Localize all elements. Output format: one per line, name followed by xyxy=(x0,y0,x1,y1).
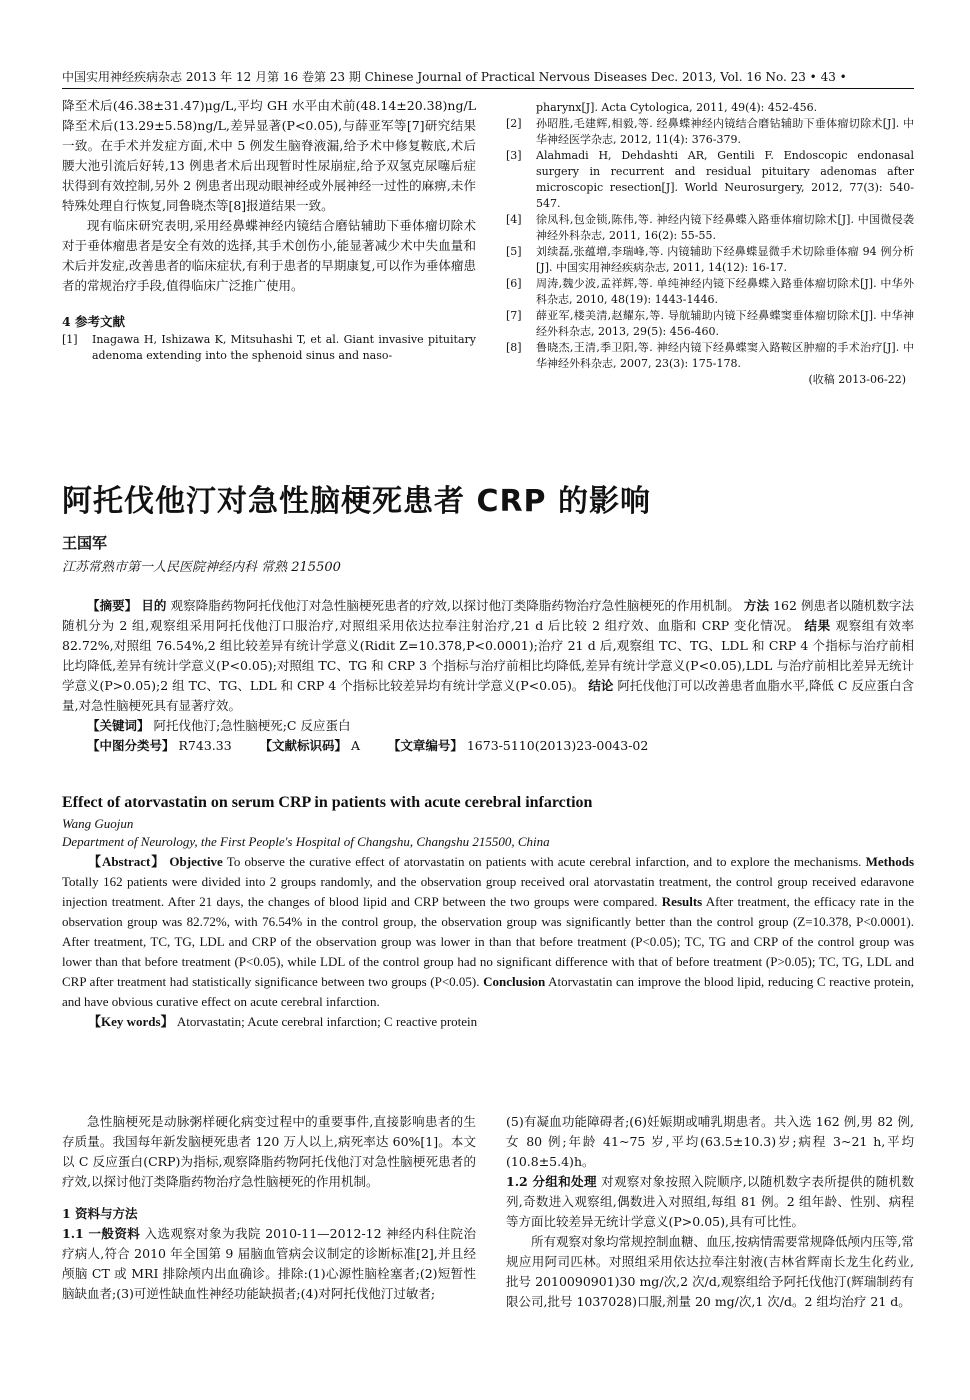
reference-item: [6] 周涛,魏少波,孟祥辉,等. 单纯神经内镜下经鼻蝶入路垂体瘤切除术[J]. 中华外科杂志, 2010, 48(19): 1443-1446. xyxy=(506,277,914,306)
chinese-abstract xyxy=(62,596,914,756)
article-author: 王国军 xyxy=(62,534,108,552)
prev-paragraph-1: 降至术后(46.38±31.47)μg/L,平均 GH 水平由术前(48.14±20.38)ng/L 降至术后(13.29±5.58)ng/L,差异显著(P<0.05),与薛亚军等[7]研究结果一致。在手术并发症方面,术中 5 例发生脑脊液漏,给予术中修复鞍底,术后腰大池引流后好转,13 例患者术后出现暂时性尿崩症,给予双氢克尿噻后症状得到有效控制,另外 2 例患者出现动眼神经或外展神经一过性的麻痹,未作特殊处理自行恢复,同鲁晓杰等[8]报道结果一致。 xyxy=(62,98,476,213)
english-title: Effect of atorvastatin on serum CRP in patients with acute cerebral infarction xyxy=(62,794,593,811)
section-1-2: 1.2 分组和处理 对观察对象按照入院顺序,以随机数字表所提供的随机数列,奇数进入观察组,偶数进入对照组,每组 81 例。2 组年龄、性别、病程等方面比较差异无统计学意义(P>0.05),具有可比性。 xyxy=(506,1174,914,1229)
abstract-en-text: 【Abstract】 Objective To observe the curative effect of atorvastatin on patients with acute cerebral infarction, and to explore the mechanisms. Methods Totally 162 patients were divided into 2 groups randomly, and the observation group received oral atorvastatin treatment, the control group received edaravone injection treatment. After 21 days, the changes of blood lipid and CRP between the two groups were compared. Results After treatment, the efficacy rate in the observation group was 82.72%, with 76.54% in the control group, the observation group was significantly better than the control group (Z=10.378, P<0.0001). After treatment, TC, TG, LDL and CRP of the observation group was lower in than that before treatment (P<0.05); TC, TG and CRP of the control group was lower than that before treatment (P<0.05), while LDL of the control group had no significant difference with that of before treatment (P>0.05); TC, TG, LDL and CRP after treatment had statistically significance between two groups (P<0.05). Conclusion Atorvastatin can improve the blood lipid, reducing C reactive protein, and have obvious curative effect on acute cerebral infarction. xyxy=(62,854,915,1009)
reference-item: [5] 刘续磊,张蕴增,李瑞峰,等. 内镜辅助下经鼻蝶显微手术切除垂体瘤 94 例分析[J]. 中国实用神经疾病杂志, 2011, 14(12): 16-17. xyxy=(506,245,914,274)
article-affiliation: 江苏常熟市第一人民医院神经内科 常熟 215500 xyxy=(62,560,341,575)
section-heading-1: 1 资料与方法 xyxy=(62,1206,138,1221)
reference-item: [1] Inagawa H, Ishizawa K, Mitsuhashi T, et al. Giant invasive pituitary adenoma extending into the sphenoid sinus and naso- xyxy=(62,333,476,362)
reference-item: [7] 薛亚军,楼美清,赵耀东,等. 导航辅助内镜下经鼻蝶窦垂体瘤切除术[J]. 中华神经外科杂志, 2013, 29(5): 456-460. xyxy=(506,309,914,338)
prev-paragraph-2: 现有临床研究表明,采用经鼻蝶神经内镜结合磨钻辅助下垂体瘤切除术对于垂体瘤患者是安全有效的选择,其手术创伤小,能显著减少术中失血量和术后并发症,改善患者的临床症状,有利于患者的早期康复,可以作为垂体瘤患者的常规治疗手段,值得临床广泛推广使用。 xyxy=(62,218,476,293)
reference-item: [3] Alahmadi H, Dehdashti AR, Gentili F. Endoscopic endonasal surgery in recurrent and residual pituitary adenomas after microscopic resection[J]. World Neurosurgery, 2012, 77(3): 540-547. xyxy=(506,149,914,210)
english-affiliation: Department of Neurology, the First People's Hospital of Changshu, Changshu 215500, China xyxy=(62,834,550,849)
header-rule xyxy=(62,88,914,89)
prev-article-left-column xyxy=(62,96,476,364)
reference-item: [4] 徐凤科,包金锁,陈伟,等. 神经内镜下经鼻蝶入路垂体瘤切除术[J]. 中国微侵袭神经外科杂志, 2011, 16(2): 55-55. xyxy=(506,213,914,242)
classification-line: 【中图分类号】 R743.33 【文献标识码】 A 【文章编号】 1673-5110(2013)23-0043-02 xyxy=(87,738,649,753)
section-1-1: 1.1 一般资料 入选观察对象为我院 2010-11—2012-12 神经内科住院治疗病人,符合 2010 年全国第 9 届脑血管病会议制定的诊断标准[2],并且经颅脑 CT 或 MRI 排除颅内出血确诊。排除:(1)心源性脑栓塞者;(2)短暂性脑缺血者;(3)可逆性缺血性神经功能缺损者;(4)对阿托伐他汀过敏者; xyxy=(62,1226,476,1301)
reference-item: [8] 鲁晓杰,王清,季卫阳,等. 神经内镜下经鼻蝶窦入路鞍区肿瘤的手术治疗[J]. 中华神经外科杂志, 2007, 23(3): 175-178. xyxy=(506,341,914,370)
section-1-1-cont: (5)有凝血功能障碍者;(6)妊娠期或哺乳期患者。共入选 162 例,男 82 例,女 80 例;年龄 41~75 岁,平均(63.5±10.3)岁;病程 3~21 h,平均(10.8±5.4)h。 xyxy=(506,1114,914,1169)
abstract-cn-text: 【摘要】 目的 观察降脂药物阿托伐他汀对急性脑梗死患者的疗效,以探讨他汀类降脂药物治疗急性脑梗死的作用机制。 方法 162 例患者以随机数字法随机分为 2 组,观察组采用阿托伐他汀口服治疗,对照组采用依达拉奉注射治疗,21 d 后比较 2 组疗效、血脂和 CRP 变化情况。 结果 观察组有效率 82.72%,对照组 76.54%,2 组比较差异有统计学意义(Ridit Z=10.378,P<0.0001);治疗 21 d 后,观察组 TC、TG、LDL 和 CRP 4 个指标与治疗前相比均降低,差异有统计学意义(P<0.05);对照组 TC、TG 和 CRP 3 个指标与治疗前相比均降低,差异有统计学意义(P<0.05),LDL 与治疗前相比差异无统计学意义(P>0.05);2 组 TC、TG、LDL 和 CRP 4 个指标比较差异均有统计学意义(P<0.05)。 结论 阿托伐他汀可以改善患者血脂水平,降低 C 反应蛋白含量,对急性脑梗死具有显著疗效。 xyxy=(62,598,914,713)
english-author: Wang Guojun xyxy=(62,816,134,831)
references-heading: 4 参考文献 xyxy=(62,314,126,329)
reference-item: pharynx[J]. Acta Cytologica, 2011, 49(4): 452-456. xyxy=(536,101,818,114)
keywords-en: 【Key words】 Atorvastatin; Acute cerebral infarction; C reactive protein xyxy=(88,1014,478,1029)
intro-paragraph: 急性脑梗死是动脉粥样硬化病变过程中的重要事件,直接影响患者的生存质量。我国每年新发脑梗死患者 120 万人以上,病死率达 60%[1]。本文以 C 反应蛋白(CRP)为指标,观察降脂药物阿托伐他汀对急性脑梗死患者的疗效,以探讨他汀类降脂药物治疗急性脑梗死的作用机制。 xyxy=(62,1114,476,1189)
body-right-column xyxy=(506,1112,914,1312)
english-abstract xyxy=(62,852,914,1032)
running-header: 中国实用神经疾病杂志 2013 年 12 月第 16 卷第 23 期 Chinese Journal of Practical Nervous Diseases Dec. 2013, Vol. 16 No. 23 • 43 • xyxy=(62,70,847,84)
received-date: (收稿 2013-06-22) xyxy=(808,373,906,386)
reference-item: [2] 孙昭胜,毛建辉,相毅,等. 经鼻蝶神经内镜结合磨钻辅助下垂体瘤切除术[J]. 中华神经医学杂志, 2012, 11(4): 376-379. xyxy=(506,117,914,146)
article-title: 阿托伐他汀对急性脑梗死患者 CRP 的影响 xyxy=(62,484,651,519)
body-left-column xyxy=(62,1112,476,1304)
prev-article-right-column xyxy=(506,100,914,388)
keywords-cn: 【关键词】 阿托伐他汀;急性脑梗死;C 反应蛋白 xyxy=(87,718,351,733)
treatment-paragraph: 所有观察对象均常规控制血糖、血压,按病情需要常规降低颅内压等,常规应用阿司匹林。对照组采用依达拉奉注射液(吉林省辉南长龙生化药业,批号 2010090901)30 mg/次,2 次/d,观察组给予阿托伐他汀(辉瑞制药有限公司,批号 1037028)口服,剂量 20 mg/次,1 次/d。2 组均治疗 21 d。 xyxy=(506,1234,914,1309)
